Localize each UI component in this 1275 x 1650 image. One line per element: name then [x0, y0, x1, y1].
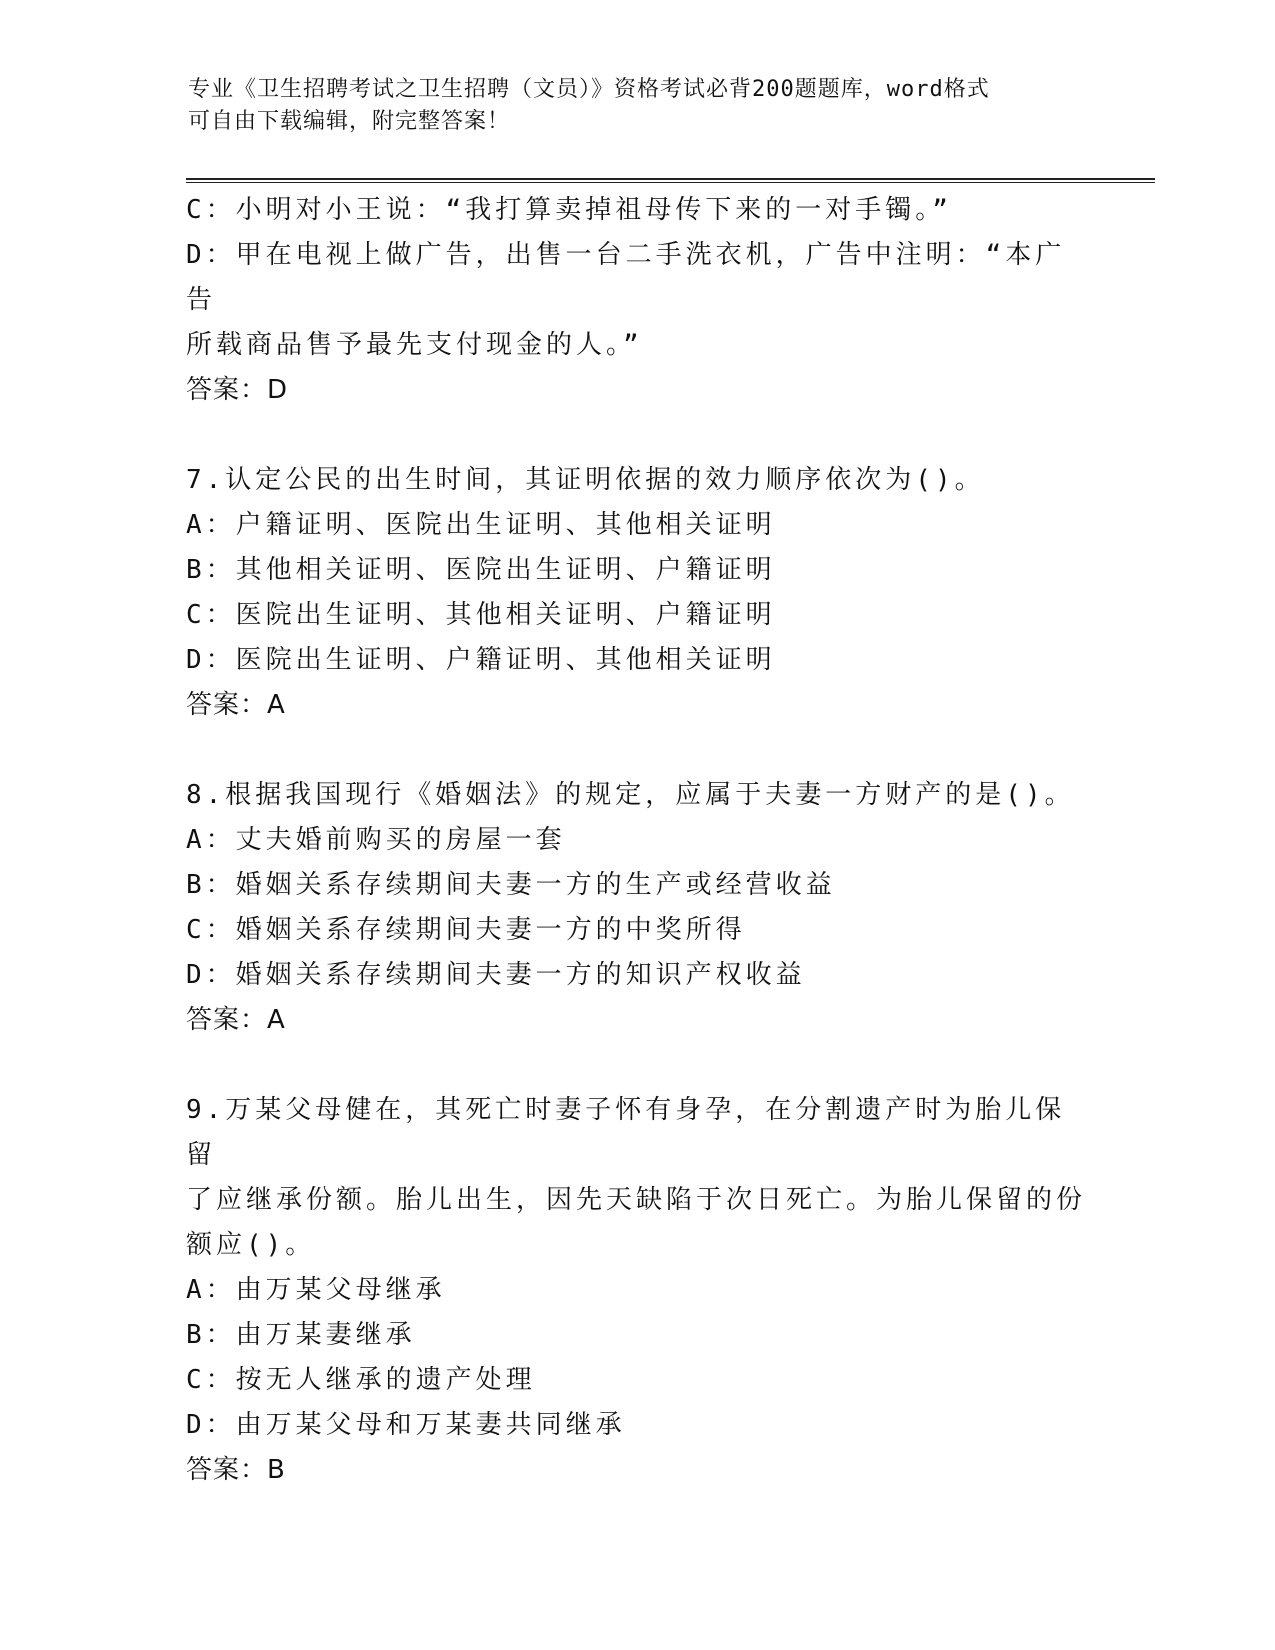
option-b: B：其他相关证明、医院出生证明、户籍证明 [186, 555, 776, 585]
question-text-line-3: 额应()。 [186, 1230, 316, 1260]
option-c: C：小明对小王说：“我打算卖掉祖母传下来的一对手镯。” [186, 195, 952, 225]
question-9 [186, 1088, 1086, 1493]
header-title-line-2: 可自由下载编辑，附完整答案！ [188, 109, 511, 134]
option-d-continued: 所载商品售予最先支付现金的人。” [186, 330, 643, 360]
option-d: D：由万某父母和万某妻共同继承 [186, 1410, 626, 1440]
question-6-continuation [186, 188, 1086, 413]
question-text: 7.认定公民的出生时间，其证明依据的效力顺序依次为()。 [186, 465, 985, 495]
option-d: D：医院出生证明、户籍证明、其他相关证明 [186, 645, 776, 675]
header-title-line-1: 专业《卫生招聘考试之卫生招聘（文员）》资格考试必背200题题库，word格式 [188, 77, 990, 102]
question-text-line-1: 9.万某父母健在，其死亡时妻子怀有身孕，在分割遗产时为胎儿保留 [186, 1095, 1066, 1170]
option-d: D：婚姻关系存续期间夫妻一方的知识产权收益 [186, 960, 806, 990]
option-c: C：医院出生证明、其他相关证明、户籍证明 [186, 600, 776, 630]
header-divider [186, 178, 1155, 183]
question-8 [186, 773, 1086, 1043]
option-c: C：按无人继承的遗产处理 [186, 1365, 536, 1395]
question-text-line-2: 了应继承份额。胎儿出生，因先天缺陷于次日死亡。为胎儿保留的份 [186, 1185, 1087, 1215]
answer-line: 答案：D [186, 375, 289, 405]
answer-line: 答案：A [186, 1005, 286, 1035]
option-c: C：婚姻关系存续期间夫妻一方的中奖所得 [186, 915, 746, 945]
question-list [186, 188, 1086, 1493]
document-header [188, 74, 1088, 138]
option-a: A：丈夫婚前购买的房屋一套 [186, 825, 566, 855]
question-7 [186, 458, 1086, 728]
question-text: 8.根据我国现行《婚姻法》的规定，应属于夫妻一方财产的是()。 [186, 780, 1075, 810]
answer-line: 答案：A [186, 690, 286, 720]
option-a: A：由万某父母继承 [186, 1275, 446, 1305]
option-b: B：由万某妻继承 [186, 1320, 416, 1350]
option-d: D：甲在电视上做广告，出售一台二手洗衣机，广告中注明：“本广告 [186, 240, 1066, 315]
option-b: B：婚姻关系存续期间夫妻一方的生产或经营收益 [186, 870, 836, 900]
answer-line: 答案：B [186, 1455, 286, 1485]
option-a: A：户籍证明、医院出生证明、其他相关证明 [186, 510, 776, 540]
